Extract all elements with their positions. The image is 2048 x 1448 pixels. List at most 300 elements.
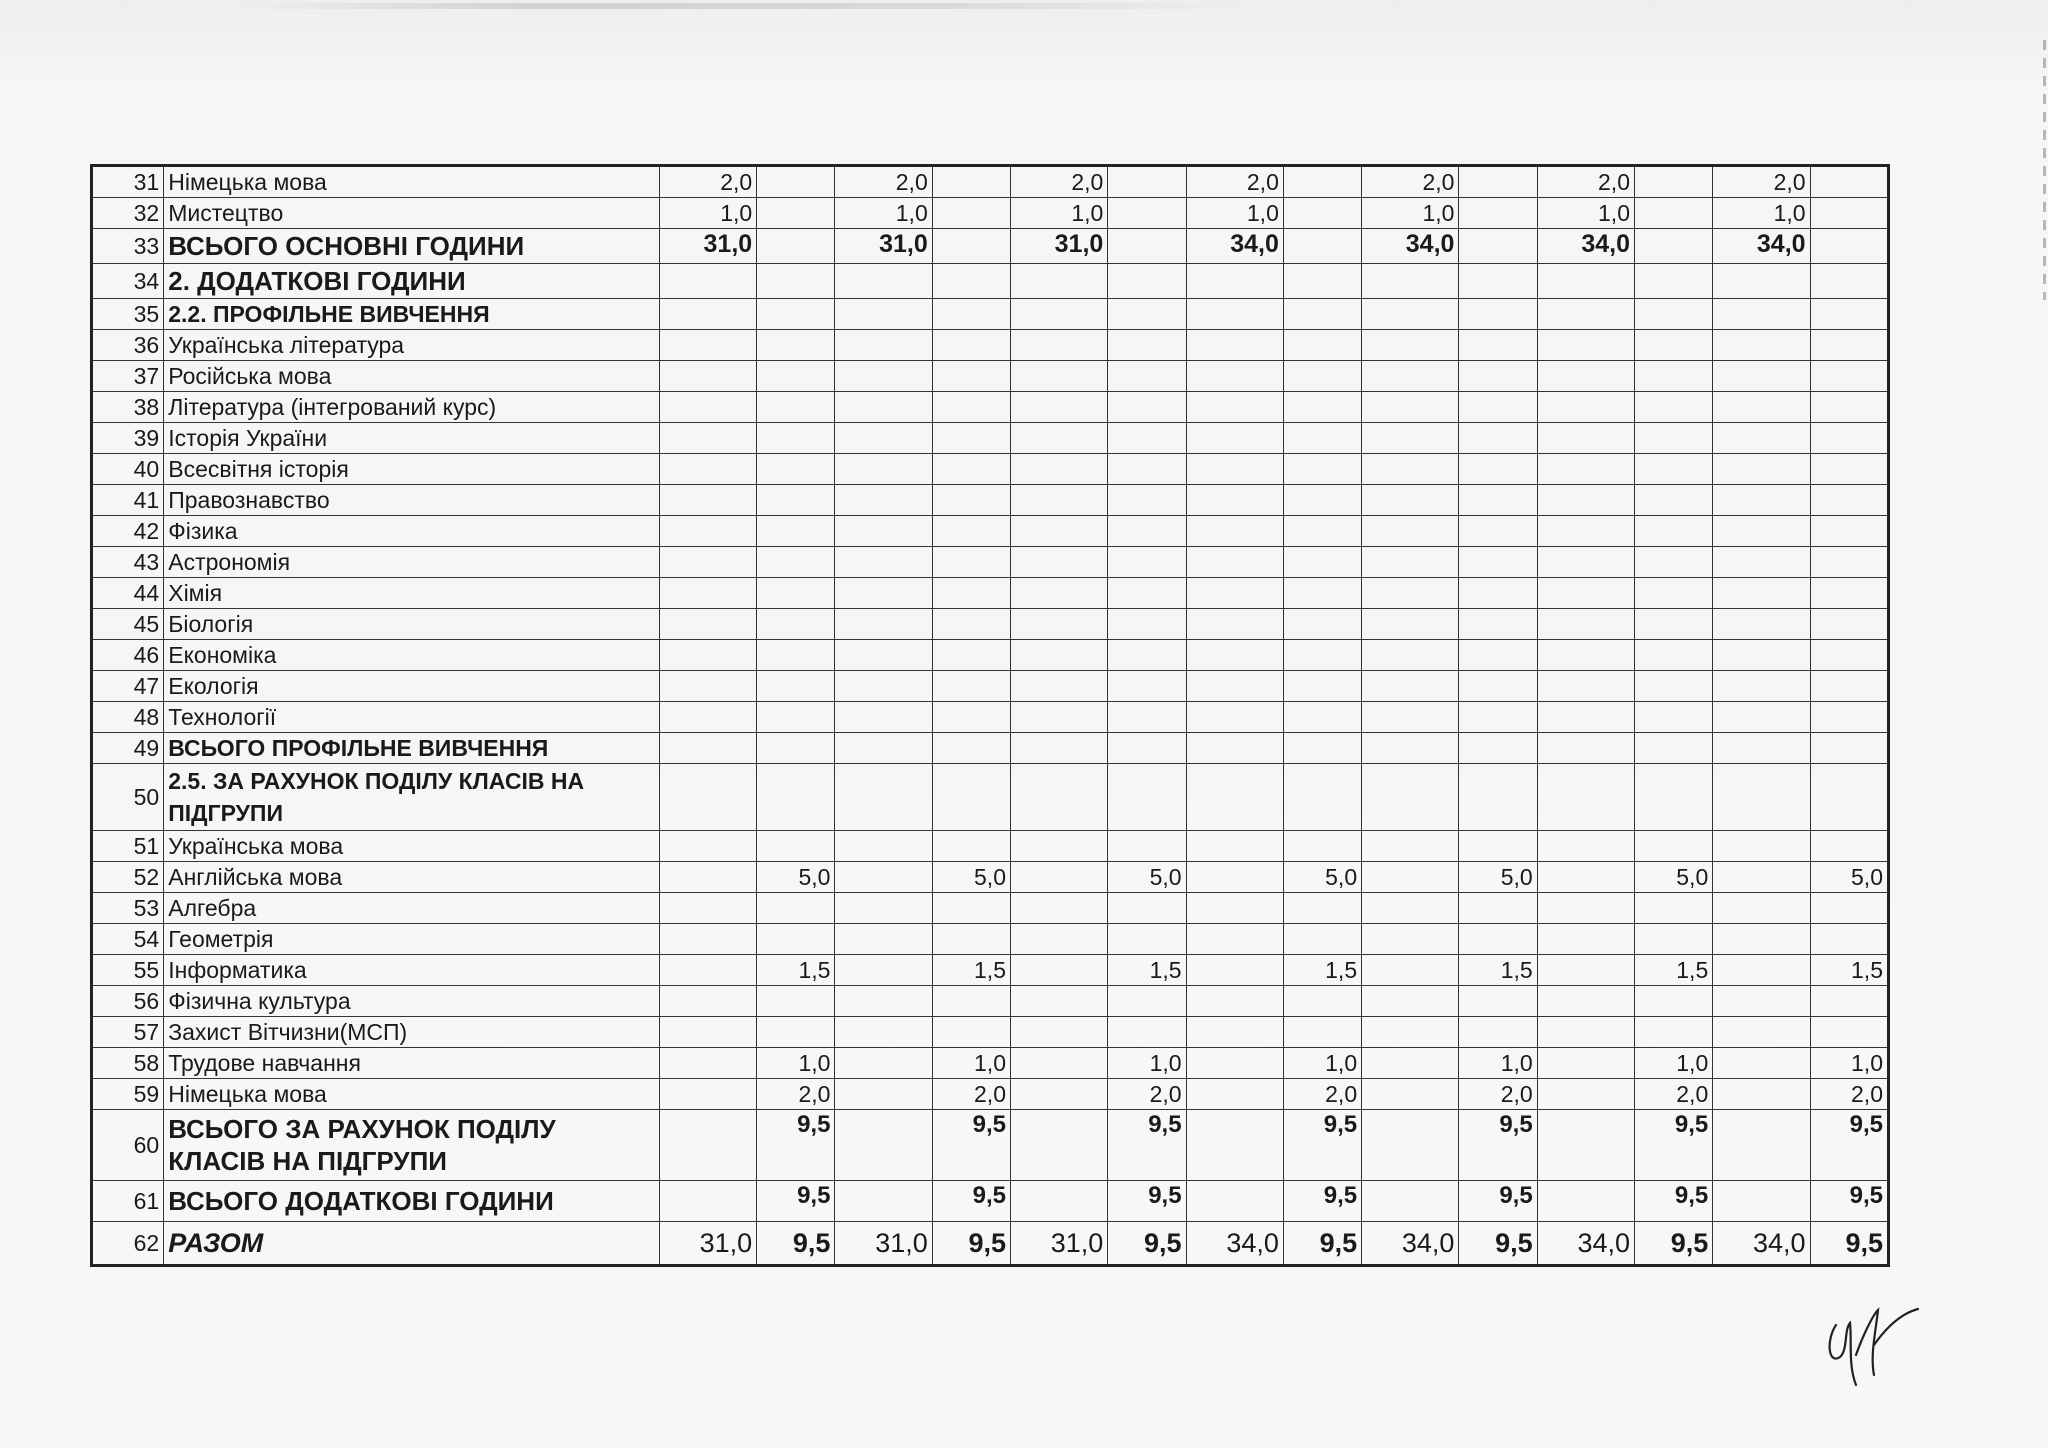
hours-cell [1186,764,1283,831]
hours-cell [757,733,835,764]
hours-cell [1810,640,1888,671]
hours-cell [1186,485,1283,516]
hours-cell [1186,831,1283,862]
table-row [92,516,1889,547]
hours-cell [1459,671,1537,702]
hours-cell [1635,299,1713,330]
row-number: 53 [92,893,164,924]
hours-cell [757,229,835,264]
hours-cell [1810,330,1888,361]
hours-cell [1635,229,1713,264]
hours-cell [1362,330,1459,361]
hours-cell [1011,392,1108,423]
hours-cell [1011,862,1108,893]
hours-cell [1713,831,1810,862]
hours-cell [932,578,1010,609]
hours-cell [659,702,756,733]
row-number: 58 [92,1048,164,1079]
hours-cell [1283,264,1361,299]
hours-cell: 9,5 [757,1181,835,1222]
row-number: 41 [92,485,164,516]
hours-cell [1810,229,1888,264]
row-number: 33 [92,229,164,264]
hours-cell [757,609,835,640]
table-row [92,702,1889,733]
hours-cell [1537,764,1634,831]
table-row [92,264,1889,299]
hours-cell: 9,5 [1459,1181,1537,1222]
row-number: 36 [92,330,164,361]
hours-cell [1537,264,1634,299]
hours-cell [659,1048,756,1079]
hours-cell [835,671,932,702]
hours-cell [1713,1048,1810,1079]
hours-cell: 1,5 [1635,955,1713,986]
hours-cell: 9,5 [757,1110,835,1181]
subject-name: Російська мова [164,361,660,392]
hours-cell: 2,0 [835,166,932,198]
hours-cell [1810,485,1888,516]
hours-cell [1362,702,1459,733]
subject-name: Інформатика [164,955,660,986]
hours-cell: 9,5 [757,1222,835,1266]
row-number: 50 [92,764,164,831]
hours-cell [1713,1181,1810,1222]
hours-cell: 1,0 [1108,1048,1186,1079]
hours-cell: 1,5 [1810,955,1888,986]
hours-cell [932,516,1010,547]
subject-name: Хімія [164,578,660,609]
table-row [92,640,1889,671]
hours-cell: 1,0 [1283,1048,1361,1079]
hours-cell [1459,547,1537,578]
hours-cell [1283,198,1361,229]
row-number: 31 [92,166,164,198]
hours-cell [1537,330,1634,361]
row-number: 60 [92,1110,164,1181]
hours-cell [932,609,1010,640]
hours-cell [1713,702,1810,733]
subject-name: Біологія [164,609,660,640]
hours-cell [1713,423,1810,454]
row-number: 57 [92,1017,164,1048]
hours-cell: 2,0 [1011,166,1108,198]
hours-cell [1362,955,1459,986]
hours-cell [1635,924,1713,955]
hours-cell [1459,198,1537,229]
hours-cell [1459,485,1537,516]
hours-cell [1537,485,1634,516]
hours-cell [932,924,1010,955]
hours-cell [1537,671,1634,702]
table-row [92,764,1889,831]
hours-cell [1011,609,1108,640]
hours-cell [1011,1017,1108,1048]
hours-cell [1186,1181,1283,1222]
hours-cell [1459,764,1537,831]
hours-cell [1283,547,1361,578]
subject-name: Фізика [164,516,660,547]
subject-name: Всесвітня історія [164,454,660,485]
hours-cell [1108,485,1186,516]
row-number: 32 [92,198,164,229]
subject-name: 2.5. ЗА РАХУНОК ПОДІЛУ КЛАСІВ НА ПІДГРУПИ [164,764,660,831]
hours-cell [1362,1110,1459,1181]
hours-cell [932,392,1010,423]
hours-cell [932,330,1010,361]
hours-cell: 5,0 [1810,862,1888,893]
hours-cell [1186,392,1283,423]
hours-cell [1011,1110,1108,1181]
hours-cell: 34,0 [1362,229,1459,264]
hours-cell: 1,5 [932,955,1010,986]
hours-cell [1108,640,1186,671]
table-body [92,166,1889,1266]
hours-cell [659,862,756,893]
scan-edge-artifact [2043,40,2046,300]
hours-cell: 31,0 [1011,229,1108,264]
table-row [92,485,1889,516]
hours-cell [1810,578,1888,609]
hours-cell [932,640,1010,671]
subject-name: Алгебра [164,893,660,924]
hours-cell [1810,264,1888,299]
hours-cell [1108,578,1186,609]
hours-cell [1186,1110,1283,1181]
hours-cell [1186,1017,1283,1048]
hours-cell: 9,5 [1635,1222,1713,1266]
hours-cell [659,831,756,862]
hours-cell: 1,0 [659,198,756,229]
hours-cell [757,547,835,578]
hours-cell [1011,361,1108,392]
hours-cell: 2,0 [1537,166,1634,198]
hours-cell [1108,330,1186,361]
row-number: 51 [92,831,164,862]
table-row [92,361,1889,392]
hours-cell [1108,986,1186,1017]
hours-cell [1635,702,1713,733]
hours-cell [757,361,835,392]
hours-cell [1713,609,1810,640]
hours-cell [659,330,756,361]
row-number: 56 [92,986,164,1017]
hours-cell [1186,609,1283,640]
hours-cell [1810,764,1888,831]
hours-cell [1537,640,1634,671]
hours-cell [1186,924,1283,955]
table-row [92,1110,1889,1181]
hours-cell [1810,198,1888,229]
hours-cell: 2,0 [1810,1079,1888,1110]
hours-cell [835,831,932,862]
hours-cell [1108,671,1186,702]
hours-cell [1108,733,1186,764]
hours-cell [659,423,756,454]
hours-cell [932,264,1010,299]
hours-cell [835,392,932,423]
hours-cell [1459,392,1537,423]
hours-cell: 31,0 [1011,1222,1108,1266]
hours-cell: 1,0 [1713,198,1810,229]
hours-cell: 1,0 [1362,198,1459,229]
subject-name: 2.2. ПРОФІЛЬНЕ ВИВЧЕННЯ [164,299,660,330]
hours-cell [1011,516,1108,547]
hours-cell [659,1017,756,1048]
hours-cell [1635,330,1713,361]
hours-cell [1537,1110,1634,1181]
hours-cell [1011,264,1108,299]
hours-cell [932,485,1010,516]
table-row [92,671,1889,702]
curriculum-hours-table [90,164,1890,1267]
hours-cell [835,893,932,924]
hours-cell [659,264,756,299]
hours-cell [1186,1048,1283,1079]
hours-cell [1283,485,1361,516]
hours-cell [757,640,835,671]
hours-cell [1459,924,1537,955]
subject-name: РАЗОМ [164,1222,660,1266]
hours-cell [1537,454,1634,485]
hours-cell [659,392,756,423]
hours-cell [1635,516,1713,547]
hours-cell: 9,5 [1635,1110,1713,1181]
hours-cell [1537,986,1634,1017]
table-row [92,547,1889,578]
hours-cell [1186,1079,1283,1110]
row-number: 38 [92,392,164,423]
hours-cell [1108,361,1186,392]
hours-cell: 2,0 [1362,166,1459,198]
hours-cell: 34,0 [1537,1222,1634,1266]
hours-cell [1108,893,1186,924]
hours-cell [1283,361,1361,392]
hours-cell [1362,1017,1459,1048]
hours-cell [1635,361,1713,392]
hours-cell [757,454,835,485]
row-number: 55 [92,955,164,986]
subject-name: 2. ДОДАТКОВІ ГОДИНИ [164,264,660,299]
handwritten-signature [1818,1295,1928,1395]
hours-cell [1635,454,1713,485]
subject-name: Правознавство [164,485,660,516]
hours-cell: 9,5 [1283,1222,1361,1266]
hours-cell: 31,0 [835,229,932,264]
hours-cell [1011,299,1108,330]
hours-cell [932,423,1010,454]
hours-cell [1362,547,1459,578]
hours-cell [1011,1079,1108,1110]
hours-cell [1537,1048,1634,1079]
hours-cell [1459,299,1537,330]
table-row [92,831,1889,862]
hours-cell [1283,986,1361,1017]
hours-cell [1108,702,1186,733]
hours-cell [659,454,756,485]
hours-cell [1713,955,1810,986]
hours-cell [1713,764,1810,831]
hours-cell [757,764,835,831]
hours-cell: 9,5 [932,1110,1010,1181]
row-number: 42 [92,516,164,547]
hours-cell [1810,733,1888,764]
row-number: 46 [92,640,164,671]
hours-cell [1283,516,1361,547]
table-row [92,1181,1889,1222]
hours-cell [1186,516,1283,547]
hours-cell [1011,640,1108,671]
hours-cell: 5,0 [1635,862,1713,893]
hours-cell: 9,5 [1459,1222,1537,1266]
hours-cell: 34,0 [1537,229,1634,264]
hours-cell [1810,166,1888,198]
row-number: 37 [92,361,164,392]
hours-cell [1108,547,1186,578]
hours-cell [659,1079,756,1110]
hours-cell [932,986,1010,1017]
hours-cell [1810,547,1888,578]
hours-cell [1011,733,1108,764]
hours-cell: 9,5 [1459,1110,1537,1181]
hours-cell [932,198,1010,229]
hours-cell [1537,955,1634,986]
hours-cell [932,671,1010,702]
hours-cell [1186,733,1283,764]
hours-cell [1362,299,1459,330]
hours-cell [1186,330,1283,361]
hours-cell [1635,198,1713,229]
hours-cell [1459,330,1537,361]
hours-cell [1635,671,1713,702]
table-row [92,862,1889,893]
hours-cell: 34,0 [1713,1222,1810,1266]
hours-cell [1537,1017,1634,1048]
hours-cell [659,1181,756,1222]
hours-cell [835,330,932,361]
table-row [92,955,1889,986]
subject-name: Геометрія [164,924,660,955]
hours-cell [932,831,1010,862]
hours-cell [1108,924,1186,955]
hours-cell: 2,0 [757,1079,835,1110]
hours-cell [1459,1017,1537,1048]
table-row [92,299,1889,330]
hours-cell [1011,893,1108,924]
table-row [92,924,1889,955]
hours-cell [1713,578,1810,609]
hours-cell [1635,986,1713,1017]
hours-cell: 9,5 [932,1181,1010,1222]
hours-cell [659,924,756,955]
hours-cell [932,893,1010,924]
scan-artifact [240,3,1240,9]
hours-cell [1537,831,1634,862]
hours-cell [1810,1017,1888,1048]
hours-cell [1635,547,1713,578]
hours-cell [1108,516,1186,547]
hours-cell [1635,764,1713,831]
hours-cell [1283,924,1361,955]
hours-cell [1713,392,1810,423]
hours-cell: 1,5 [757,955,835,986]
row-number: 54 [92,924,164,955]
table-row [92,1222,1889,1266]
hours-cell [1108,454,1186,485]
hours-cell [1186,862,1283,893]
hours-cell [757,702,835,733]
hours-cell [1362,392,1459,423]
hours-cell: 5,0 [757,862,835,893]
hours-cell: 1,0 [1810,1048,1888,1079]
hours-cell [1011,1181,1108,1222]
subject-name: Українська мова [164,831,660,862]
hours-cell [1283,299,1361,330]
hours-cell [1186,454,1283,485]
hours-cell [1635,578,1713,609]
hours-cell [1186,702,1283,733]
hours-cell [1283,578,1361,609]
subject-name: Трудове навчання [164,1048,660,1079]
hours-cell [1362,924,1459,955]
row-number: 48 [92,702,164,733]
hours-cell [1810,986,1888,1017]
hours-cell [1362,423,1459,454]
hours-cell [932,702,1010,733]
hours-cell [757,485,835,516]
hours-cell [1635,733,1713,764]
hours-cell [659,986,756,1017]
hours-cell [1713,264,1810,299]
hours-cell [1537,702,1634,733]
hours-cell [1713,1079,1810,1110]
table-row [92,578,1889,609]
hours-cell [1810,671,1888,702]
hours-cell [1810,361,1888,392]
table-row [92,166,1889,198]
hours-cell [1362,1181,1459,1222]
row-number: 44 [92,578,164,609]
hours-cell [757,299,835,330]
hours-cell [835,485,932,516]
hours-cell [1011,986,1108,1017]
hours-cell [1283,640,1361,671]
hours-cell [1537,1181,1634,1222]
hours-cell [1011,924,1108,955]
hours-cell: 31,0 [835,1222,932,1266]
table-row [92,423,1889,454]
hours-cell: 5,0 [932,862,1010,893]
hours-cell [835,1048,932,1079]
hours-cell: 5,0 [1459,862,1537,893]
hours-cell: 1,0 [835,198,932,229]
hours-cell [1635,1017,1713,1048]
hours-cell: 2,0 [1186,166,1283,198]
hours-cell [1283,454,1361,485]
subject-name: Література (інтегрований курс) [164,392,660,423]
hours-cell [1186,361,1283,392]
hours-cell [659,1110,756,1181]
hours-cell [757,516,835,547]
hours-cell [835,1017,932,1048]
hours-cell [1537,1079,1634,1110]
hours-cell [835,609,932,640]
hours-cell [1459,986,1537,1017]
hours-cell: 31,0 [659,229,756,264]
hours-cell [835,702,932,733]
hours-cell [757,831,835,862]
hours-cell [1362,986,1459,1017]
